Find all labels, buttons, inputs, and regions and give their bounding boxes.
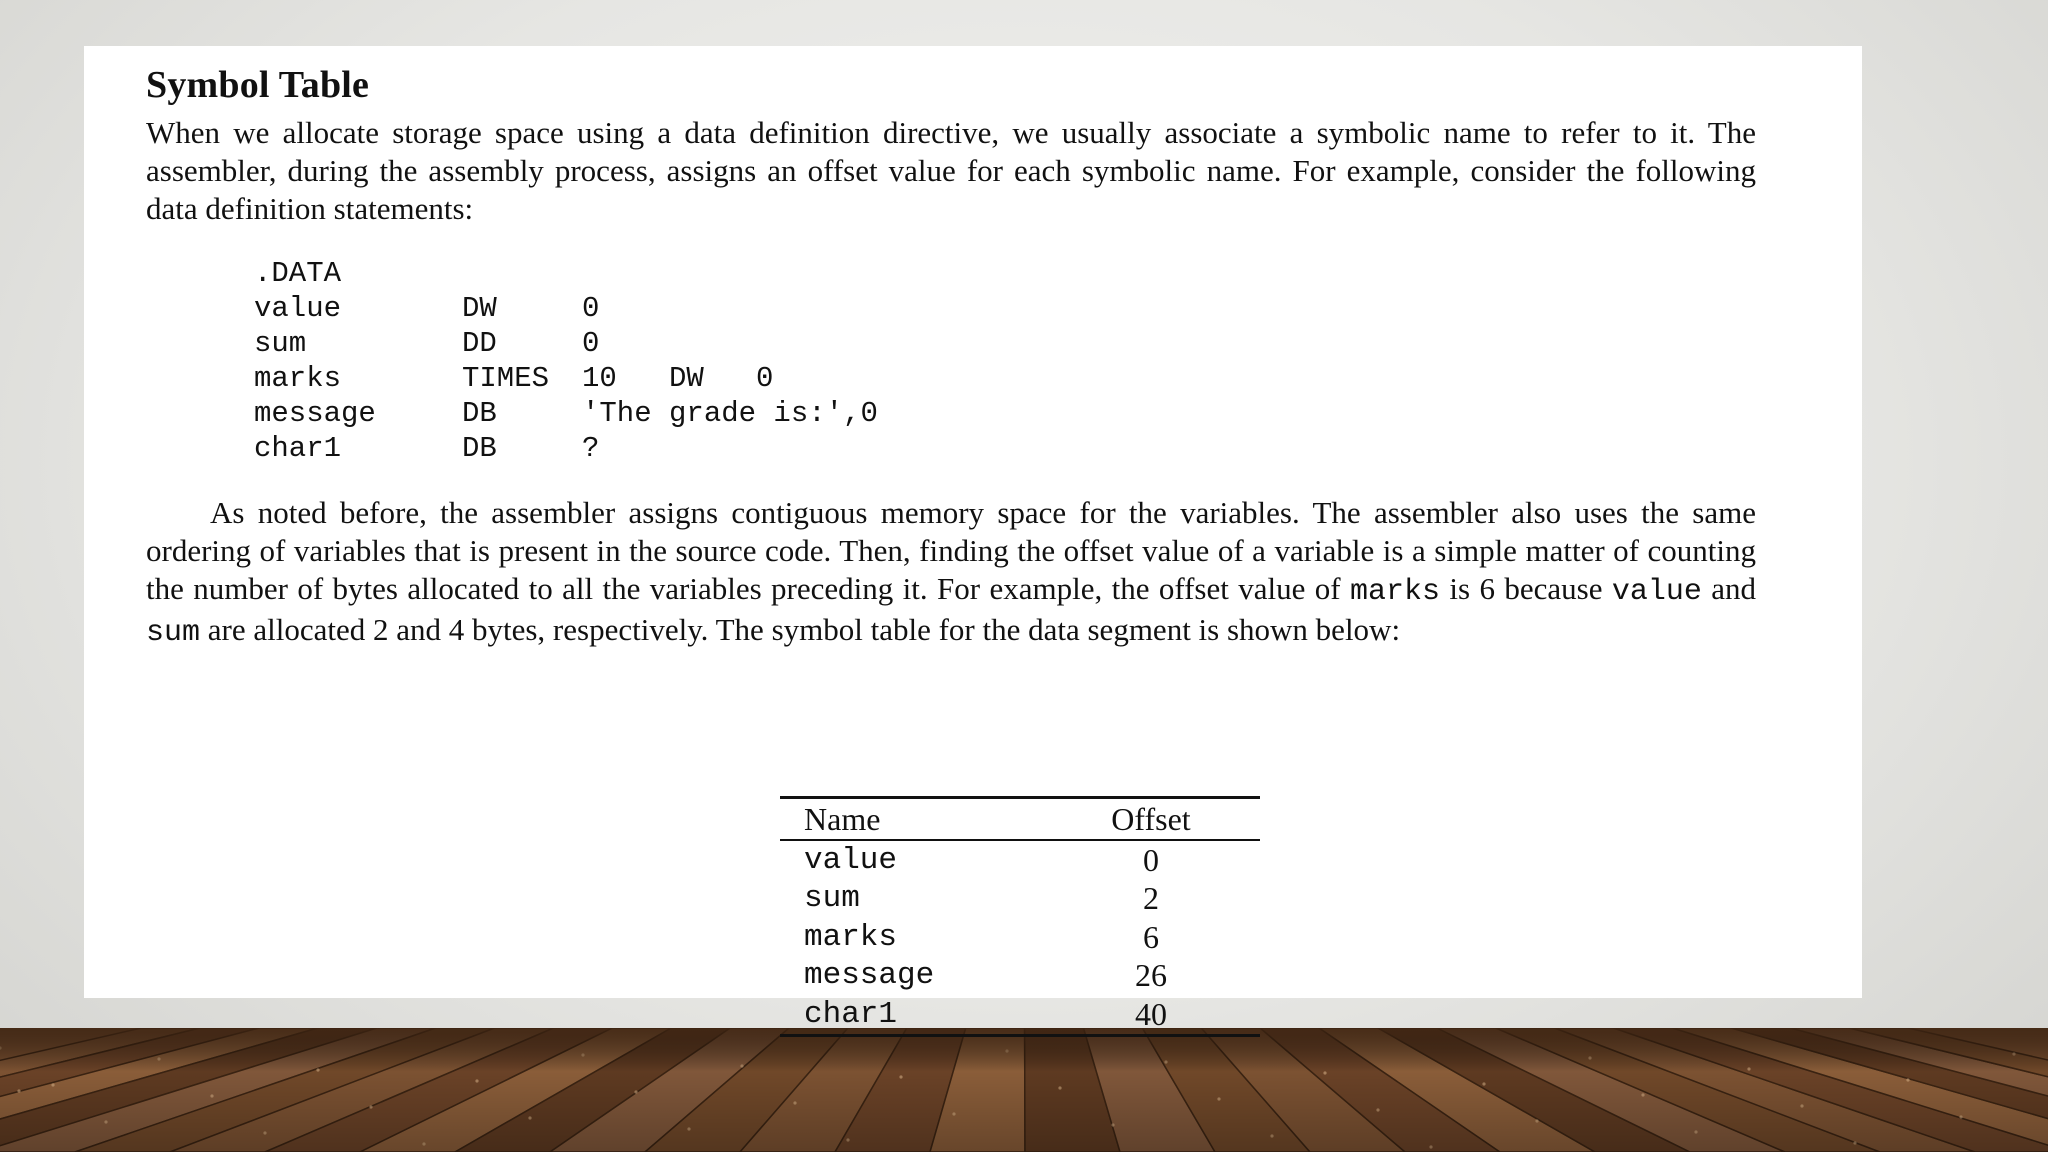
explanation-text-3: and [1701,571,1757,606]
table-row [780,880,1260,919]
symbol-offset-cell: 40 [1135,995,1167,1032]
symbol-table-body [780,841,1260,1034]
symbol-table [780,796,1260,1037]
code-line [254,431,1756,466]
code-directive: DD [462,327,497,360]
symbol-offset-cell: 2 [1143,880,1159,917]
explanation-text-1: As noted before, the assembler assigns contiguous memory space for the variables. The assembler also uses the same ordering of variables that is present in the source code. Then, finding the offset value of a variable is a simple matter of counting the number of bytes allocated to all the variables preceding it. For example, the offset value of [146,495,1756,606]
table-row [780,957,1260,996]
code-directive: TIMES [462,362,550,395]
section-heading: Symbol Table [146,64,370,106]
table-row [780,918,1260,957]
code-symbol: value [254,292,342,325]
code-symbol: char1 [254,432,342,465]
code-directive: DB [462,432,497,465]
slide [84,46,1862,1032]
code-symbol: marks [254,362,342,395]
explanation-text-4: are allocated 2 and 4 bytes, respectively. The symbol table for the data segment is shown below: [200,612,1401,647]
code-directive: DB [462,397,497,430]
inline-code-marks: marks [1350,575,1441,609]
code-directive [462,256,582,291]
symbol-offset-cell: 6 [1143,918,1159,955]
symbol-offset-cell: 26 [1135,957,1167,994]
code-line [254,291,1756,326]
explanation-text-2: is 6 because [1440,571,1612,606]
code-symbol: message [254,397,376,430]
symbol-name-cell: message [804,958,935,994]
code-symbol: sum [254,327,307,360]
inline-code-sum: sum [146,616,201,650]
code-directive: DW [462,292,497,325]
slide-content [146,58,1756,652]
code-block [254,256,1756,466]
explanation-paragraph [146,494,1756,652]
symbol-name-cell: char1 [804,996,898,1032]
code-operand: ? [582,432,600,465]
code-line [254,396,1756,431]
symbol-name-cell: sum [804,881,860,917]
code-line [254,326,1756,361]
header-name: Name [804,800,881,837]
code-operand: 0 [582,292,600,325]
symbol-name-cell: value [804,842,898,878]
wood-floor-background [0,1028,2048,1152]
symbol-table-header [780,799,1260,841]
code-symbol: .DATA [254,257,342,290]
code-operand: 0 [582,327,600,360]
symbol-name-cell: marks [804,919,898,955]
code-operand: 10 DW 0 [582,362,774,395]
symbol-offset-cell: 0 [1143,841,1159,878]
header-offset: Offset [1111,800,1191,837]
intro-paragraph: When we allocate storage space using a data definition directive, we usually associate a symbolic name to refer to it. The assembler, during the assembly process, assigns an offset value for each symbolic name. For example, consider the following data definition statements: [146,115,1756,226]
table-row [780,841,1260,880]
table-row [780,995,1260,1034]
code-line [254,361,1756,396]
inline-code-value: value [1611,575,1702,609]
code-operand: 'The grade is:',0 [582,397,878,430]
code-line [254,256,1756,291]
